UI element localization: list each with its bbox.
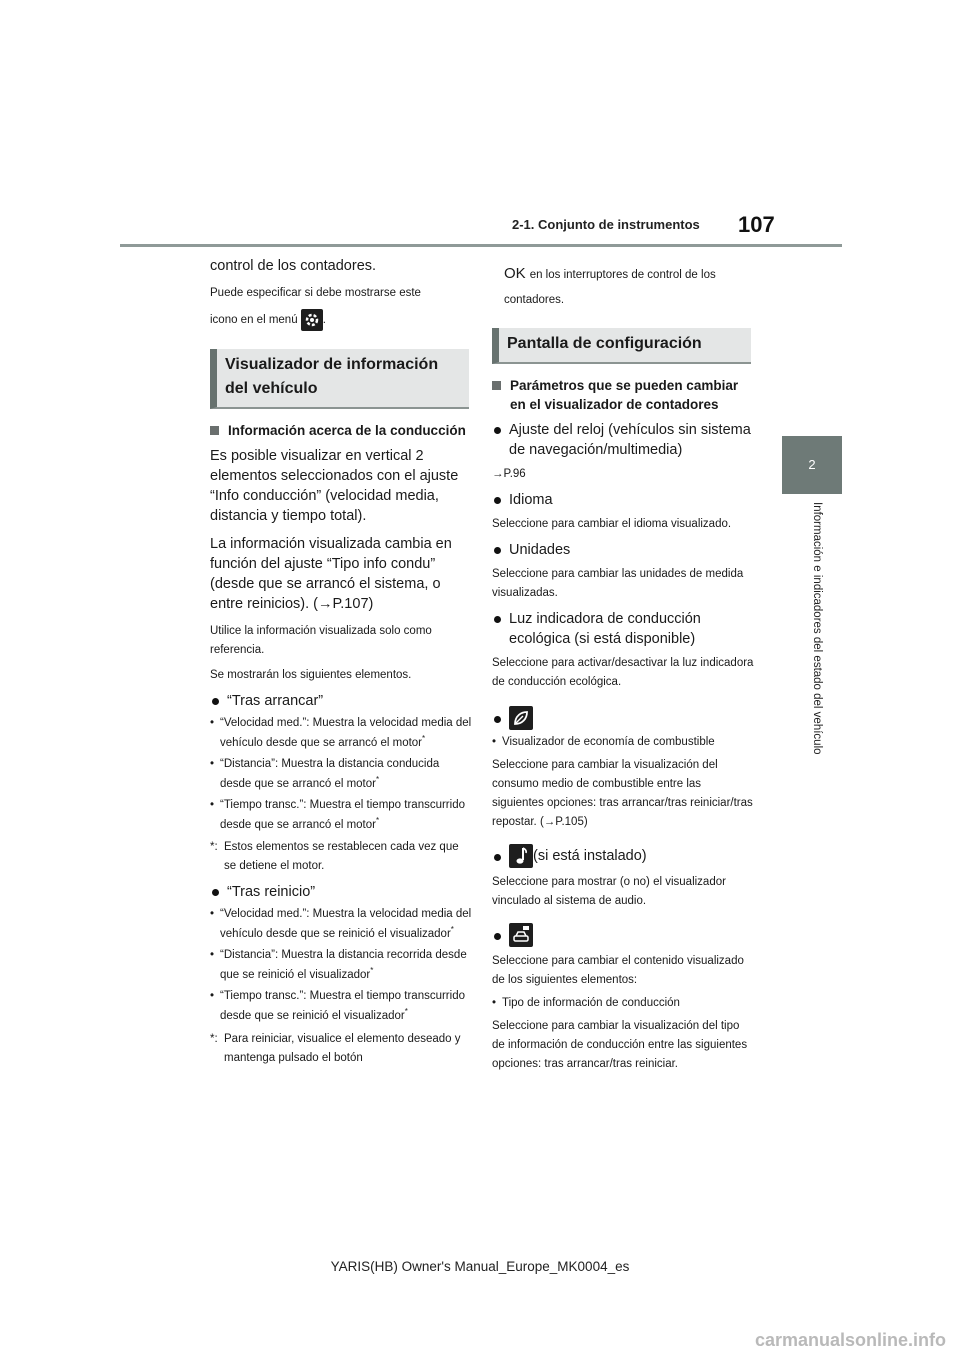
left-column [210,256,472,1074]
item-description: Seleccione para mostrar (o no) el visualizador vinculado al sistema de audio. [492,876,726,907]
sub-bullet: • “Distancia”: Muestra la distancia recorrida desde que se reinició el visualizador* [210,949,467,982]
continued-text: OK en los interruptores de control de los [504,265,716,282]
section-title: 2-1. Conjunto de instrumentos [512,217,700,232]
section-heading: Visualizador de información del vehículo [210,349,469,409]
right-column [492,264,754,1080]
page-number: 107 [738,212,775,237]
subheading: Parámetros que se pueden cambiar en el visualizador de contadores [492,376,754,414]
footnote: *: Estos elementos se restablecen cada vez que se detiene el motor. [210,841,459,873]
note-text: Puede especificar si debe mostrarse este [210,287,421,299]
subheading: Información acerca de la conducción [210,421,472,440]
sub-bullet: • “Velocidad med.”: Muestra la velocidad media del vehículo desde que se arrancó el motor* [210,717,472,749]
sub-bullet: • “Tiempo transc.”: Muestra el tiempo transcurrido desde que se reinició el visualizador* [210,990,465,1022]
list-item: Idioma [492,490,754,510]
list-item: (si está instalado) [492,844,754,868]
list-item: Luz indicadora de conducción ecológica (si está disponible) [492,609,754,649]
paragraph: Es posible visualizar en vertical 2 elementos seleccionados con el ajuste “Info conducción” (velocidad media, distancia y tiempo total). [210,448,459,524]
document-footer: YARIS(HB) Owner's Manual_Europe_MK0004_es [330,1259,630,1274]
list-item: “Tras reinicio” [210,882,472,902]
paragraph: La información visualizada cambia en función del ajuste “Tipo info condu” (desde que se arrancó el sistema, o entre reinicios). (→P.107) [210,536,452,612]
item-description: Seleccione para cambiar la visualización del tipo de información de conducción entre las siguientes opciones: tras arrancar/tras reiniciar. [492,1020,748,1070]
intro-text: control de los contadores. [210,258,377,274]
item-description: Seleccione para cambiar las unidades de medida visualizadas. [492,568,744,599]
section-heading: Pantalla de configuración [492,328,751,364]
page-reference: →P.96 [492,468,526,480]
music-note-icon [509,844,533,868]
note-text-icon: icono en el menú . [210,309,472,331]
note-text: Utilice la información visualizada solo como referencia. [210,625,432,656]
item-description: Seleccione para cambiar el contenido visualizado de los siguientes elementos: [492,955,744,986]
sub-bullet: • Tipo de información de conducción [492,997,680,1009]
item-description: Seleccione para cambiar la visualización del consumo medio de combustible entre las siguientes opciones: tras arrancar/tras reiniciar/tras repostar. (→P.105) [492,759,753,828]
sub-bullet: • “Distancia”: Muestra la distancia conducida desde que se arrancó el motor* [210,757,440,790]
note-text: Se mostrarán los siguientes elementos. [210,669,412,681]
ok-icon: OK [504,265,526,282]
continued-text: contadores. [504,294,565,306]
header-divider [120,244,842,247]
item-description: Seleccione para cambiar el idioma visualizado. [492,518,732,530]
list-item: Unidades [492,540,754,560]
list-item [492,923,754,947]
sub-bullet: • “Velocidad med.”: Muestra la velocidad media del vehículo desde que se reinició el visualizador* [210,908,472,941]
gear-icon [301,309,323,331]
item-description: Seleccione para activar/desactivar la luz indicadora de conducción ecológica. [492,657,754,688]
watermark: carmanualsonline.info [754,1330,946,1350]
list-item: “Tras arrancar” [210,691,472,711]
sub-bullet: • Visualizador de economía de combustible [492,736,715,748]
footnote: *: Para reiniciar, visualice el elemento deseado y mantenga pulsado el botón [210,1032,461,1064]
leaf-icon [509,706,533,730]
chapter-title: Información e indicadores del estado del vehículo [811,502,823,755]
list-item: Ajuste del reloj (vehículos sin sistema de navegación/multimedia) [492,420,754,460]
sub-bullet: • “Tiempo transc.”: Muestra el tiempo transcurrido desde que se arrancó el motor* [210,798,465,831]
car-info-icon [509,923,533,947]
chapter-tab: 2 [782,436,842,494]
list-item [492,706,754,730]
